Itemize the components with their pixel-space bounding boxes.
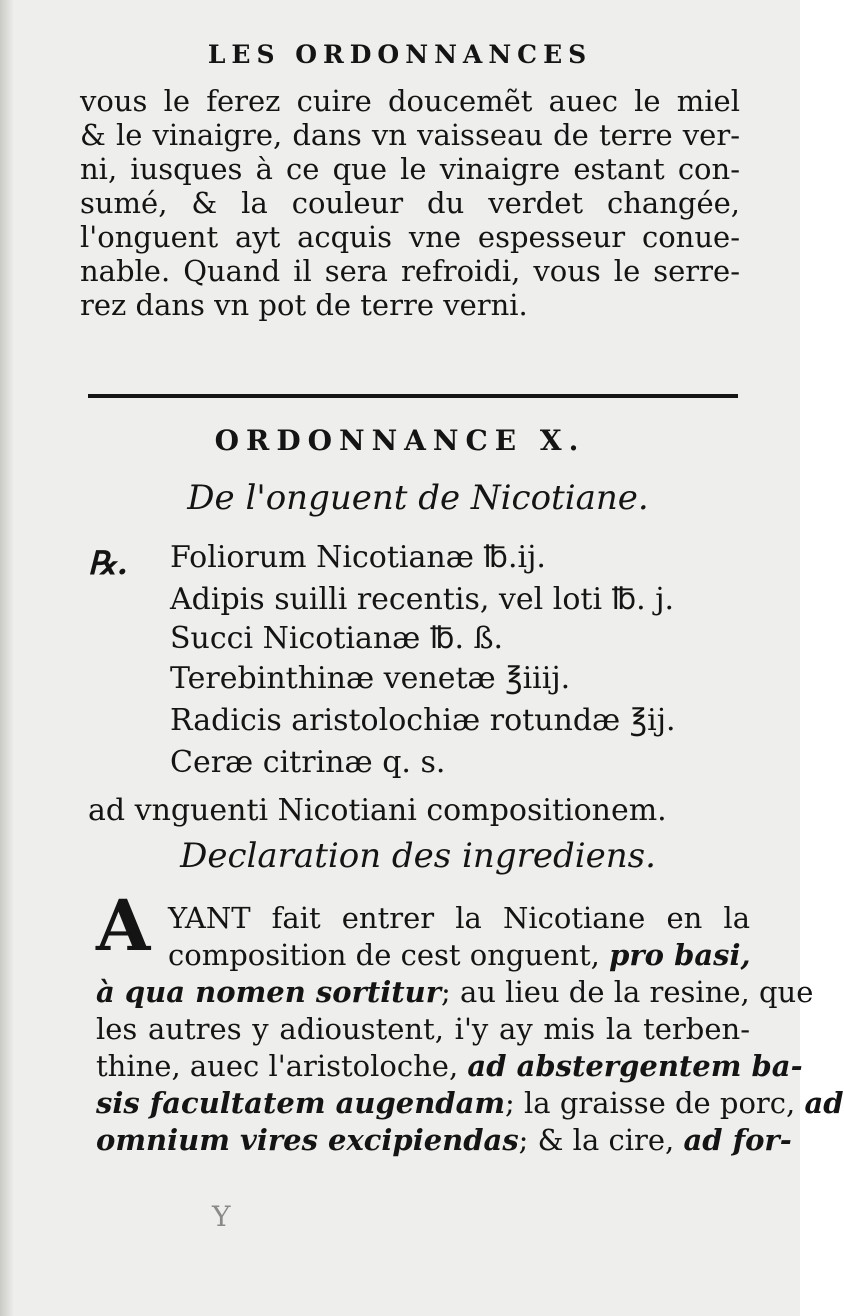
text-line: ni, iusques à ce que le vinaigre estant con-: [80, 152, 740, 186]
closing-line: ad vnguenti Nicotiani compositionem.: [88, 793, 667, 828]
signature-mark: Y: [212, 1200, 231, 1233]
section-heading: ORDONNANCE X.: [214, 424, 586, 457]
text-line: [96, 1048, 803, 1085]
latin-italic-text: ad: [804, 1086, 844, 1120]
ingredient-line: Ceræ citrinæ q. s.: [170, 745, 446, 780]
drop-cap: A: [96, 884, 151, 967]
section-divider: [88, 394, 738, 398]
latin-italic-text: ad abstergentem ba-: [467, 1049, 803, 1083]
text-line: [96, 900, 750, 937]
text-line: & le vinaigre, dans vn vaisseau de terre ver-: [80, 118, 740, 152]
latin-italic-text: pro basi,: [609, 938, 751, 972]
ingredient-line: Terebinthinæ venetæ ℥iiij.: [170, 661, 571, 696]
roman-text: les autres y adioustent, i'y ay mis la terben-: [96, 1012, 750, 1046]
recipe-symbol: ℞.: [88, 544, 128, 582]
latin-italic-text: ad for-: [683, 1123, 792, 1157]
text-line: nable. Quand il sera refroidi, vous le serre-: [80, 254, 740, 288]
ingredient-line: Radicis aristolochiæ rotundæ ℥ij.: [170, 703, 676, 738]
top-paragraph: [80, 84, 740, 322]
ingredient-line: Succi Nicotianæ ℔. ß.: [170, 621, 504, 656]
declaration-title: Declaration des ingrediens.: [180, 836, 656, 876]
text-line: [96, 1122, 792, 1159]
declaration-paragraph: [96, 900, 844, 1159]
ingredient-line: Adipis suilli recentis, vel loti ℔. j.: [170, 582, 675, 617]
text-line: rez dans vn pot de terre verni.: [80, 288, 528, 322]
text-line: [96, 974, 814, 1011]
text-line: sumé, & la couleur du verdet changée,: [80, 186, 740, 220]
section-subtitle: De l'onguent de Nicotiane.: [187, 478, 649, 518]
latin-italic-text: omnium vires excipiendas: [96, 1123, 519, 1157]
text-line: [96, 1011, 750, 1048]
text-line: l'onguent ayt acquis vne espesseur conue-: [80, 220, 740, 254]
latin-italic-text: à qua nomen sortitur: [96, 975, 441, 1009]
text-line: vous le ferez cuire doucemẽt auec le miel: [80, 84, 740, 118]
roman-text: composition de cest onguent,: [168, 938, 610, 972]
running-head: LES ORDONNANCES: [207, 40, 593, 69]
latin-italic-text: sis facultatem augendam: [96, 1086, 506, 1120]
text-line: [96, 1085, 844, 1122]
ingredient-line: Foliorum Nicotianæ ℔.ij.: [170, 540, 546, 575]
text-line: [96, 937, 750, 974]
roman-text: ; au lieu de la resine, que: [441, 975, 814, 1009]
roman-text: YANT fait entrer la Nicotiane en la: [168, 901, 750, 935]
roman-text: thine, auec l'aristoloche,: [96, 1049, 468, 1083]
roman-text: ; & la cire,: [518, 1123, 684, 1157]
roman-text: ; la graisse de porc,: [505, 1086, 805, 1120]
